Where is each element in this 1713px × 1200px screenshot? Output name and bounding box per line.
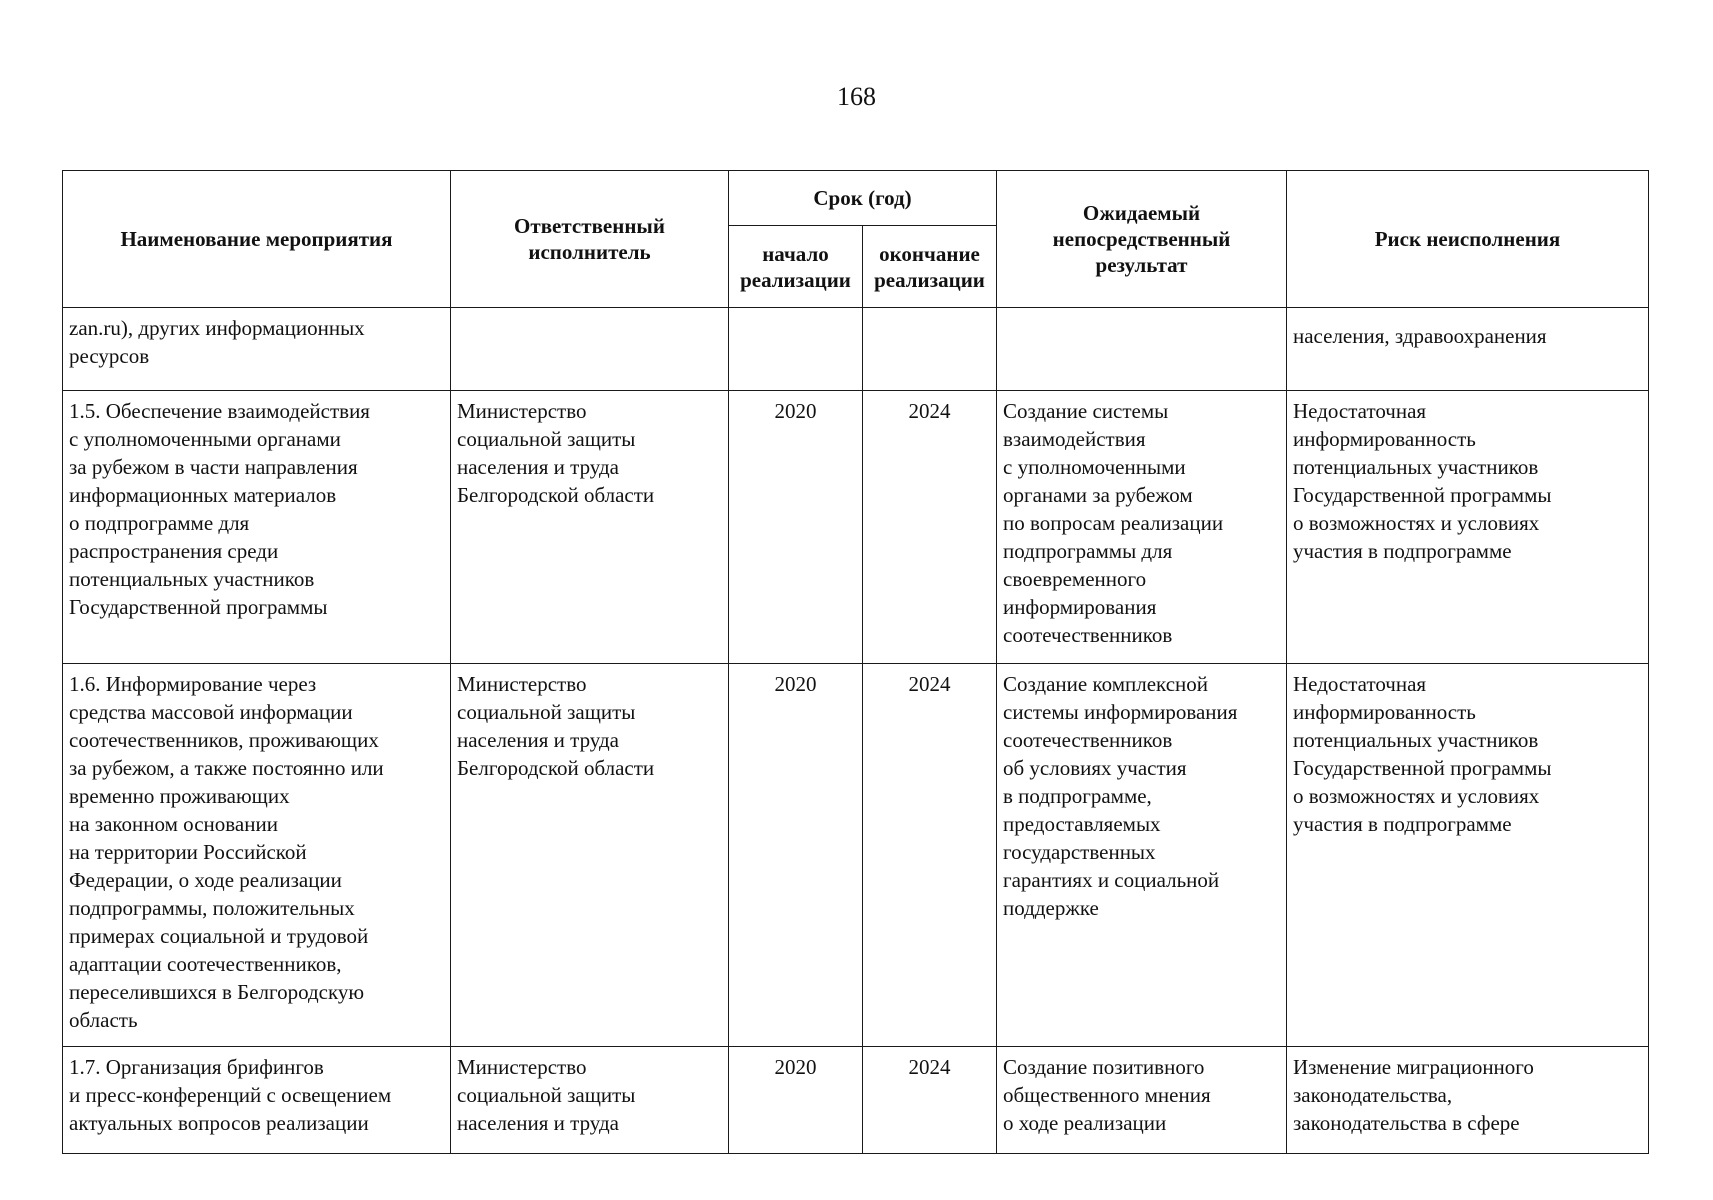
cell-result-text: Создание комплексной системы информирования соотечественников об условиях участия в подпрограмме, предоставляемых государственных гарантиях и социальной поддержке bbox=[1003, 672, 1238, 920]
cell-start-text: 2020 bbox=[774, 672, 817, 696]
table-row bbox=[63, 391, 1649, 664]
cell-start bbox=[729, 391, 863, 664]
cell-name bbox=[63, 308, 451, 391]
header-executor bbox=[451, 171, 729, 308]
cell-name-text: 1.5. Обеспечение взаимодействия с уполномоченными органами за рубежом в части направления информационных материалов о подпрограмме для распространения среди потенциальных участников Государственной программы bbox=[69, 399, 370, 619]
cell-end-text: 2024 bbox=[908, 672, 951, 696]
cell-risk bbox=[1287, 1047, 1649, 1154]
header-executor-label: Ответственный исполнитель bbox=[514, 214, 665, 264]
header-result bbox=[997, 171, 1287, 308]
cell-name-text: 1.7. Организация брифингов и пресс-конференций с освещением актуальных вопросов реализации bbox=[69, 1055, 392, 1135]
cell-name-text: 1.6. Информирование через средства массовой информации соотечественников, проживающих за рубежом, а также постоянно или временно проживающих на законном основании на территории Российской Федерации, о ходе реализации подпрограммы, положительных примерах социальной и трудовой адаптации соотечественников, переселившихся в Белгородскую область bbox=[69, 672, 384, 1032]
cell-executor-text: Министерство социальной защиты населения и труда Белгородской области bbox=[457, 672, 655, 780]
table-row bbox=[63, 1047, 1649, 1154]
header-name-label: Наименование мероприятия bbox=[120, 227, 393, 251]
cell-start bbox=[729, 664, 863, 1047]
cell-executor-text: Министерство социальной защиты населения и труда Белгородской области bbox=[457, 399, 655, 507]
cell-end-text: 2024 bbox=[908, 399, 951, 423]
cell-executor bbox=[451, 391, 729, 664]
cell-end bbox=[863, 391, 997, 664]
table-row bbox=[63, 664, 1649, 1047]
cell-start-text: 2020 bbox=[774, 399, 817, 423]
cell-result-text: Создание системы взаимодействия с уполномоченными органами за рубежом по вопросам реализации подпрограммы для своевременного информирования соотечественников bbox=[1003, 399, 1224, 647]
cell-risk-text: Недостаточная информированность потенциальных участников Государственной программы о возможностях и условиях участия в подпрограмме bbox=[1293, 399, 1552, 563]
cell-start bbox=[729, 308, 863, 391]
cell-executor-text: Министерство социальной защиты населения и труда bbox=[457, 1055, 636, 1135]
cell-result bbox=[997, 1047, 1287, 1154]
cell-executor bbox=[451, 664, 729, 1047]
cell-risk bbox=[1287, 391, 1649, 664]
header-name bbox=[63, 171, 451, 308]
cell-end bbox=[863, 308, 997, 391]
page-number: 168 bbox=[837, 82, 876, 111]
cell-risk-text: Недостаточная информированность потенциальных участников Государственной программы о возможностях и условиях участия в подпрограмме bbox=[1293, 672, 1552, 836]
header-risk bbox=[1287, 171, 1649, 308]
header-result-label: Ожидаемый непосредственный результат bbox=[1052, 201, 1231, 277]
cell-risk bbox=[1287, 664, 1649, 1047]
cell-end bbox=[863, 1047, 997, 1154]
header-end-label: окончание реализации bbox=[874, 241, 985, 292]
header-period-label: Срок (год) bbox=[813, 186, 912, 210]
cell-name bbox=[63, 391, 451, 664]
cell-result bbox=[997, 391, 1287, 664]
cell-start bbox=[729, 1047, 863, 1154]
cell-start-text: 2020 bbox=[774, 1055, 817, 1079]
cell-end bbox=[863, 664, 997, 1047]
cell-risk-text: населения, здравоохранения bbox=[1293, 324, 1547, 348]
measures-table bbox=[62, 170, 1649, 1154]
cell-result bbox=[997, 664, 1287, 1047]
header-end bbox=[863, 226, 997, 308]
cell-risk-text: Изменение миграционного законодательства, законодательства в сфере bbox=[1293, 1055, 1534, 1135]
header-period bbox=[729, 171, 997, 226]
cell-name bbox=[63, 664, 451, 1047]
header-risk-label: Риск неисполнения bbox=[1374, 227, 1561, 251]
cell-end-text: 2024 bbox=[908, 1055, 951, 1079]
cell-executor bbox=[451, 1047, 729, 1154]
table-row bbox=[63, 308, 1649, 391]
header-start-label: начало реализации bbox=[740, 241, 851, 292]
cell-risk bbox=[1287, 308, 1649, 391]
cell-result bbox=[997, 308, 1287, 391]
header-row-1 bbox=[63, 171, 1649, 226]
cell-name-text: zan.ru), других информационных ресурсов bbox=[69, 316, 365, 368]
cell-name bbox=[63, 1047, 451, 1154]
header-start bbox=[729, 226, 863, 308]
cell-result-text: Создание позитивного общественного мнения о ходе реализации bbox=[1003, 1055, 1211, 1135]
cell-executor bbox=[451, 308, 729, 391]
